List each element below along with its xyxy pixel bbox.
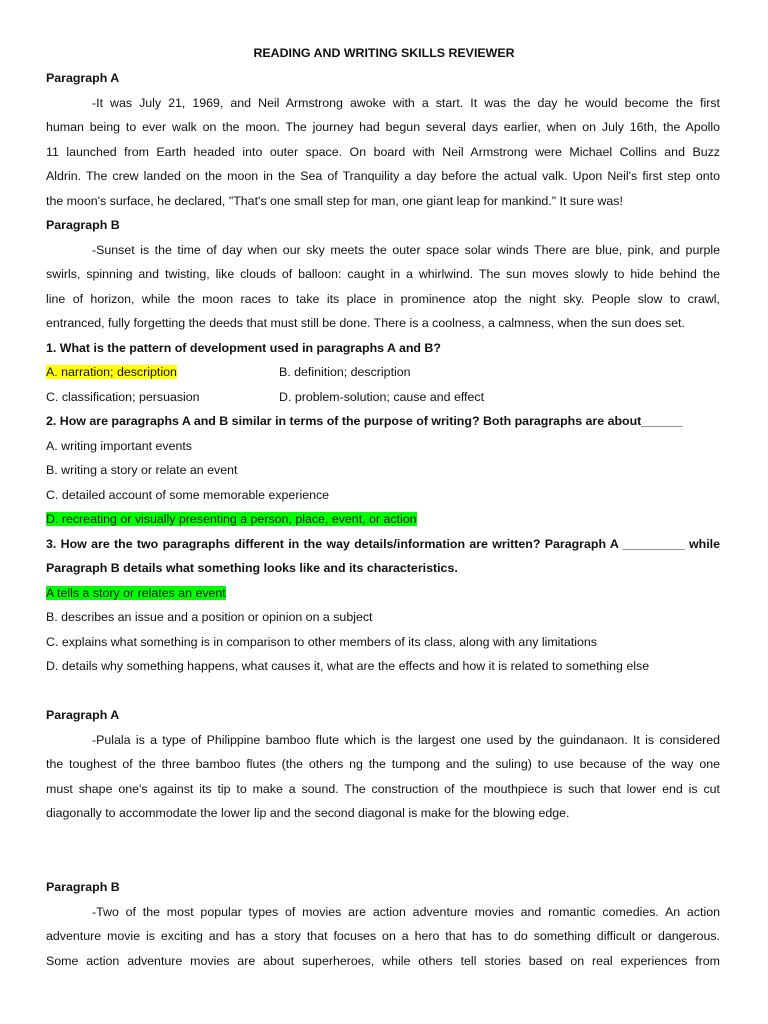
q3-option-d: D. details why something happens, what causes it, what are the effects and how it is related to something else bbox=[46, 659, 650, 673]
q1-option-c: C. classification; persuasion bbox=[46, 390, 200, 404]
paragraph-b-line: -Sunset is the time of day when our sky meets the outer space solar winds There are blue, pink, and purple bbox=[92, 243, 720, 257]
paragraph-b-line: Some action adventure movies are about superheroes, while others tell stories based on real experiences from bbox=[46, 954, 720, 968]
paragraph-b-heading: Paragraph B bbox=[46, 880, 120, 894]
q3-option-b: B. describes an issue and a position or opinion on a subject bbox=[46, 610, 373, 624]
q3-option-c: C. explains what something is in comparison to other members of its class, along with any limitations bbox=[46, 635, 597, 649]
document-title: READING AND WRITING SKILLS REVIEWER bbox=[253, 46, 515, 60]
paragraph-b-heading: Paragraph B bbox=[46, 218, 120, 232]
paragraph-b-line: -Two of the most popular types of movies are action adventure movies and romantic comedies. An action bbox=[92, 905, 720, 919]
paragraph-b-line: adventure movie is exciting and has a story that focuses on a hero that has to do something difficult or dangerous. bbox=[46, 929, 720, 943]
question-1-options-row-2 bbox=[46, 387, 720, 407]
question-3-line: Paragraph B details what something looks like and its characteristics. bbox=[46, 561, 458, 575]
q2-option-d-answer: D. recreating or visually presenting a person, place, event, or action bbox=[46, 512, 417, 526]
question-1-options-row-1 bbox=[46, 362, 720, 382]
q3-option-a-row bbox=[46, 583, 720, 603]
q2-option-c: C. detailed account of some memorable experience bbox=[46, 488, 330, 502]
q2-option-b: B. writing a story or relate an event bbox=[46, 463, 238, 477]
paragraph-a-heading: Paragraph A bbox=[46, 71, 120, 85]
paragraph-b-line: swirls, spinning and twisting, like clouds of balloon: caught in a whirlwind. The sun moves slowly to hide behind the bbox=[46, 267, 720, 281]
paragraph-a-line: 11 launched from Earth headed into outer space. On board with Neil Armstrong were Michael Collins and Buzz bbox=[46, 145, 720, 159]
paragraph-a-line: Aldrin. The crew landed on the moon in the Sea of Tranquility a day before the actual valk. Upon Neil's first step onto bbox=[46, 169, 720, 183]
paragraph-a-line: diagonally to accommodate the lower lip and the second diagonal is make for the blowing edge. bbox=[46, 806, 570, 820]
q2-option-a: A. writing important events bbox=[46, 439, 192, 453]
question-2: 2. How are paragraphs A and B similar in terms of the purpose of writing? Both paragraphs are about______ bbox=[46, 414, 683, 428]
q3-option-a-answer: A tells a story or relates an event bbox=[46, 586, 226, 600]
q1-option-b: B. definition; description bbox=[279, 365, 411, 379]
paragraph-a-line: -Pulala is a type of Philippine bamboo flute which is the largest one used by the guindanaon. It is considered bbox=[92, 733, 720, 747]
paragraph-a-line: the moon's surface, he declared, "That's one small step for man, one giant leap for mankind." It sure was! bbox=[46, 194, 623, 208]
question-3-line: 3. How are the two paragraphs different in the way details/information are written? Paragraph A _________ while bbox=[46, 537, 720, 551]
q1-option-a-answer: A. narration; description bbox=[46, 365, 177, 379]
paragraph-a-line: -It was July 21, 1969, and Neil Armstrong awoke with a start. It was the day he would become the first bbox=[92, 96, 720, 110]
paragraph-b-line: entranced, fully forgetting the deeds that must still be done. There is a coolness, a calmness, when the sun does set. bbox=[46, 316, 685, 330]
q1-option-d: D. problem-solution; cause and effect bbox=[279, 390, 485, 404]
paragraph-b-line: line of horizon, while the moon races to take its place in prominence atop the night sky. People slow to crawl, bbox=[46, 292, 720, 306]
paragraph-a-heading: Paragraph A bbox=[46, 708, 120, 722]
paragraph-a-line: must shape one's against its tip to make a sound. The construction of the mouthpiece is such that lower end is cut bbox=[46, 782, 720, 796]
question-1: 1. What is the pattern of development used in paragraphs A and B? bbox=[46, 341, 441, 355]
q2-option-d-row bbox=[46, 509, 720, 529]
paragraph-a-line: the toughest of the three bamboo flutes (the others ng the tumpong and the suling) to use because of the way one bbox=[46, 757, 720, 771]
paragraph-a-line: human being to ever walk on the moon. The journey had begun several days earlier, when on July 16th, the Apollo bbox=[46, 120, 720, 134]
